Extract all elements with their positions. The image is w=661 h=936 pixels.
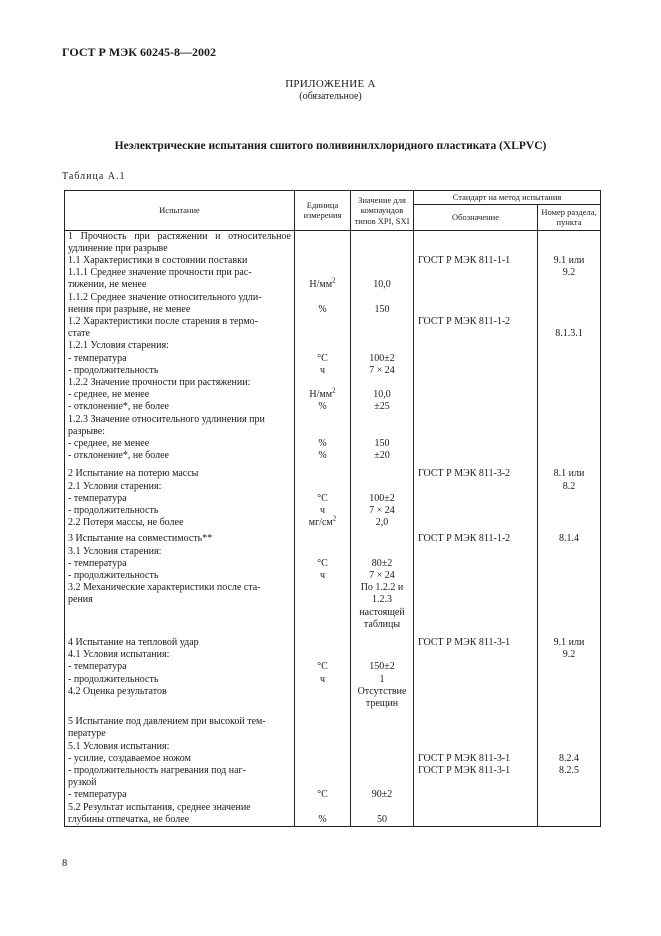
cell-value: 80±2: [351, 558, 414, 570]
cell-test: 5.1 Условия испытания:: [65, 741, 295, 753]
cell-test: разрыве:: [65, 426, 295, 438]
cell-value: таблицы: [351, 619, 414, 631]
cell-section: [538, 570, 601, 582]
cell-designation: [414, 741, 538, 753]
cell-unit: [295, 386, 351, 401]
annex-subtitle: (обязательное): [299, 91, 362, 102]
cell-value: [351, 741, 414, 753]
cell-test: - продолжительность нагревания под наг-: [65, 765, 295, 777]
cell-unit: [295, 468, 351, 480]
cell-test: рузкой: [65, 777, 295, 789]
cell-test: 3.2 Механические характеристики после ста-: [65, 582, 295, 594]
cell-value: 90±2: [351, 789, 414, 801]
table-row: [65, 328, 601, 340]
cell-unit: °С: [295, 661, 351, 673]
cell-test: 1.1 Характеристики в состоянии поставки: [65, 255, 295, 267]
cell-section: [538, 316, 601, 328]
cell-test: 1.1.2 Среднее значение относительного удли-: [65, 292, 295, 304]
cell-designation: [414, 267, 538, 279]
table-row: [65, 607, 601, 619]
cell-value: 2,0: [351, 517, 414, 529]
cell-value: [351, 468, 414, 480]
cell-unit: °С: [295, 353, 351, 365]
cell-value: [351, 340, 414, 352]
cell-unit: [295, 426, 351, 438]
cell-designation: [414, 728, 538, 740]
cell-designation: [414, 698, 538, 710]
cell-value: Отсутствие: [351, 686, 414, 698]
cell-section: [538, 426, 601, 438]
cell-designation: [414, 674, 538, 686]
table-row: [65, 686, 601, 698]
cell-unit: [295, 546, 351, 558]
cell-test: - температура: [65, 661, 295, 673]
table-row: [65, 741, 601, 753]
cell-designation: [414, 517, 538, 529]
cell-unit: [295, 255, 351, 267]
cell-section: [538, 546, 601, 558]
cell-section: 9.2: [538, 649, 601, 661]
cell-test: - продолжительность: [65, 365, 295, 377]
cell-designation: [414, 438, 538, 450]
unit-superscript: 2: [332, 386, 336, 395]
cell-unit: [295, 276, 351, 291]
cell-designation: [414, 582, 538, 594]
cell-value: ±25: [351, 401, 414, 413]
page-number: 8: [62, 858, 68, 869]
cell-value: 1: [351, 674, 414, 686]
cell-unit: [295, 316, 351, 328]
cell-designation: [414, 661, 538, 673]
table-row: [65, 546, 601, 558]
cell-value: [351, 753, 414, 765]
table-row: [65, 517, 601, 529]
table-row: [65, 619, 601, 631]
cell-designation: [414, 401, 538, 413]
cell-unit: [295, 607, 351, 619]
cell-unit: °С: [295, 558, 351, 570]
cell-section: [538, 777, 601, 789]
cell-value: 7 × 24: [351, 570, 414, 582]
cell-test: [65, 698, 295, 710]
cell-section: [538, 414, 601, 426]
cell-value: [351, 546, 414, 558]
cell-section: [538, 438, 601, 450]
cell-designation: [414, 789, 538, 801]
cell-value: [351, 777, 414, 789]
cell-section: 9.2: [538, 267, 601, 279]
cell-unit: [295, 777, 351, 789]
table-row: [65, 661, 601, 673]
cell-section: [538, 517, 601, 529]
cell-unit: %: [295, 401, 351, 413]
cell-value: 10,0: [351, 279, 414, 291]
unit-base: мг/см: [308, 517, 333, 529]
cell-test: - среднее, не менее: [65, 438, 295, 450]
header-section: Номер раздела, пункта: [538, 204, 601, 230]
cell-designation: [414, 292, 538, 304]
cell-value: [351, 649, 414, 661]
cell-unit: [295, 582, 351, 594]
table-row: [65, 533, 601, 545]
cell-designation: [414, 546, 538, 558]
header-designation: Обозначение: [414, 204, 538, 230]
cell-section: 8.1.3.1: [538, 328, 601, 340]
cell-designation: ГОСТ Р МЭК 811-3-1: [414, 637, 538, 649]
cell-value: [351, 637, 414, 649]
cell-value: 7 × 24: [351, 365, 414, 377]
cell-section: [538, 686, 601, 698]
cell-unit: [295, 481, 351, 493]
table-row: [65, 674, 601, 686]
cell-section: [538, 493, 601, 505]
cell-test: - среднее, не менее: [65, 389, 295, 401]
cell-section: [538, 401, 601, 413]
cell-unit: [295, 377, 351, 389]
table-row: [65, 450, 601, 462]
cell-unit: ч: [295, 365, 351, 377]
cell-designation: [414, 304, 538, 316]
unit-superscript: 2: [332, 276, 336, 285]
table-row: [65, 438, 601, 450]
cell-test: - продолжительность: [65, 570, 295, 582]
cell-test: 2.1 Условия старения:: [65, 481, 295, 493]
cell-value: [351, 716, 414, 728]
cell-test: 2 Испытание на потерю массы: [65, 468, 295, 480]
table-row: [65, 230, 601, 255]
cell-test: - отклонение*, не более: [65, 450, 295, 462]
cell-section: [538, 340, 601, 352]
cell-designation: [414, 481, 538, 493]
cell-designation: [414, 594, 538, 606]
table-row: [65, 594, 601, 606]
cell-test: нения при разрыве, не менее: [65, 304, 295, 316]
cell-designation: ГОСТ Р МЭК 811-1-2: [414, 316, 538, 328]
table-row: [65, 716, 601, 728]
cell-test: 1.2.3 Значение относительного удлинения при: [65, 414, 295, 426]
cell-test: 5 Испытание под давлением при высокой тем-: [65, 716, 295, 728]
cell-section: [538, 377, 601, 389]
cell-designation: [414, 450, 538, 462]
cell-designation: ГОСТ Р МЭК 811-3-1: [414, 753, 538, 765]
cell-test: - усилие, создаваемое ножом: [65, 753, 295, 765]
cell-section: [538, 365, 601, 377]
cell-unit: [295, 267, 351, 279]
cell-designation: [414, 340, 538, 352]
cell-unit: °С: [295, 493, 351, 505]
cell-section: [538, 558, 601, 570]
table-row: [65, 698, 601, 710]
cell-section: [538, 594, 601, 606]
cell-unit: °С: [295, 789, 351, 801]
cell-unit: [295, 753, 351, 765]
cell-unit: %: [295, 304, 351, 316]
table-row: [65, 316, 601, 328]
cell-section: 8.2: [538, 481, 601, 493]
cell-test: - температура: [65, 493, 295, 505]
cell-value: 100±2: [351, 353, 414, 365]
cell-test: [65, 619, 295, 631]
cell-value: [351, 426, 414, 438]
cell-value: 10,0: [351, 389, 414, 401]
cell-designation: [414, 558, 538, 570]
cell-section: 8.2.5: [538, 765, 601, 777]
table-row: [65, 353, 601, 365]
cell-value: 150: [351, 304, 414, 316]
cell-value: [351, 728, 414, 740]
cell-designation: [414, 414, 538, 426]
table-row: [65, 279, 601, 291]
cell-test: 4.2 Оценка результатов: [65, 686, 295, 698]
table-row: [65, 468, 601, 480]
table-row: [65, 481, 601, 493]
cell-unit: [295, 698, 351, 710]
cell-designation: [414, 716, 538, 728]
cell-test: - температура: [65, 789, 295, 801]
table-row: [65, 777, 601, 789]
table-row: [65, 493, 601, 505]
cell-unit: [295, 765, 351, 777]
cell-section: [538, 789, 601, 801]
cell-value: [351, 328, 414, 340]
cell-value: 100±2: [351, 493, 414, 505]
table-row: [65, 292, 601, 304]
cell-value: [351, 765, 414, 777]
table-row: [65, 637, 601, 649]
cell-test: - продолжительность: [65, 674, 295, 686]
table-row: [65, 789, 601, 801]
cell-test: - температура: [65, 353, 295, 365]
cell-value: [351, 267, 414, 279]
cell-section: [538, 450, 601, 462]
cell-value: ±20: [351, 450, 414, 462]
cell-value: [351, 316, 414, 328]
cell-section: [538, 661, 601, 673]
cell-section: 8.1.4: [538, 533, 601, 545]
table-body: [65, 230, 601, 827]
cell-designation: [414, 279, 538, 291]
cell-section: [538, 607, 601, 619]
cell-test: 4.1 Условия испытания:: [65, 649, 295, 661]
cell-test: 1 Прочность при растяжении и относительное удлинение при разрыве: [65, 230, 295, 255]
cell-value: трещин: [351, 698, 414, 710]
cell-value: [351, 802, 414, 814]
cell-value: [351, 533, 414, 545]
cell-designation: ГОСТ Р МЭК 811-1-1: [414, 255, 538, 267]
cell-designation: [414, 230, 538, 255]
table-row: [65, 728, 601, 740]
cell-section: [538, 389, 601, 401]
cell-unit: [295, 728, 351, 740]
cell-test: 5.2 Результат испытания, среднее значение: [65, 802, 295, 814]
cell-designation: [414, 570, 538, 582]
cell-unit: [295, 686, 351, 698]
cell-unit: [295, 292, 351, 304]
cell-section: 9.1 или: [538, 255, 601, 267]
unit-base: Н/мм: [309, 389, 333, 401]
cell-test: 1.2 Характеристики после старения в термо-: [65, 316, 295, 328]
unit-superscript: 2: [332, 514, 337, 523]
table-row: [65, 765, 601, 777]
cell-test: 3.1 Условия старения:: [65, 546, 295, 558]
cell-test: глубины отпечатка, не более: [65, 814, 295, 827]
table-row: [65, 426, 601, 438]
section-title: Неэлектрические испытания сшитого поливинилхлоридного пластиката (XLPVC): [114, 140, 547, 152]
cell-designation: ГОСТ Р МЭК 811-3-1: [414, 765, 538, 777]
cell-designation: [414, 686, 538, 698]
cell-test: пературе: [65, 728, 295, 740]
cell-designation: [414, 328, 538, 340]
table-row: [65, 582, 601, 594]
header-test: Испытание: [65, 191, 295, 231]
cell-section: [538, 674, 601, 686]
cell-value: 7 × 24: [351, 505, 414, 517]
cell-unit: [295, 533, 351, 545]
cell-section: 8.1 или: [538, 468, 601, 480]
cell-section: [538, 279, 601, 291]
table-row: [65, 649, 601, 661]
cell-section: [538, 802, 601, 814]
table-row: [65, 802, 601, 814]
cell-unit: ч: [295, 505, 351, 517]
cell-designation: ГОСТ Р МЭК 811-1-2: [414, 533, 538, 545]
cell-section: [538, 230, 601, 255]
cell-section: [538, 716, 601, 728]
cell-designation: ГОСТ Р МЭК 811-3-2: [414, 468, 538, 480]
cell-designation: [414, 802, 538, 814]
table-row: [65, 558, 601, 570]
cell-value: [351, 292, 414, 304]
cell-unit: [295, 649, 351, 661]
cell-section: [538, 353, 601, 365]
cell-unit: [295, 594, 351, 606]
table-row: [65, 255, 601, 267]
cell-section: [538, 728, 601, 740]
table-row: [65, 414, 601, 426]
table-row: [65, 389, 601, 401]
cell-test: [65, 607, 295, 619]
cell-test: - отклонение*, не более: [65, 401, 295, 413]
table-row: [65, 401, 601, 413]
cell-designation: [414, 619, 538, 631]
table-row: [65, 304, 601, 316]
table-caption: Таблица А.1: [62, 171, 126, 182]
cell-test: тяжении, не менее: [65, 279, 295, 291]
cell-unit: [295, 340, 351, 352]
cell-section: [538, 582, 601, 594]
cell-designation: [414, 814, 538, 827]
cell-designation: [414, 777, 538, 789]
cell-unit: [295, 802, 351, 814]
cell-section: [538, 619, 601, 631]
cell-value: 1.2.3: [351, 594, 414, 606]
cell-designation: [414, 365, 538, 377]
table-row: [65, 340, 601, 352]
cell-value: 150: [351, 438, 414, 450]
cell-unit: [295, 619, 351, 631]
table-row: [65, 753, 601, 765]
requirements-table: [64, 190, 601, 827]
cell-section: 8.2.4: [538, 753, 601, 765]
annex-title: ПРИЛОЖЕНИЕ А: [285, 78, 376, 90]
cell-designation: [414, 607, 538, 619]
cell-section: [538, 304, 601, 316]
cell-unit: ч: [295, 674, 351, 686]
cell-test: стате: [65, 328, 295, 340]
cell-value: 50: [351, 814, 414, 827]
cell-unit: [295, 414, 351, 426]
table-row: [65, 365, 601, 377]
cell-unit: %: [295, 450, 351, 462]
cell-unit: [295, 328, 351, 340]
cell-value: [351, 255, 414, 267]
table-row: [65, 814, 601, 827]
cell-value: По 1.2.2 и: [351, 582, 414, 594]
cell-unit: [295, 230, 351, 255]
cell-test: 2.2 Потеря массы, не более: [65, 517, 295, 529]
cell-section: 9.1 или: [538, 637, 601, 649]
cell-test: - продолжительность: [65, 505, 295, 517]
header-unit: Единица измерения: [295, 191, 351, 231]
cell-unit: [295, 716, 351, 728]
cell-designation: [414, 377, 538, 389]
cell-unit: %: [295, 814, 351, 827]
cell-designation: [414, 353, 538, 365]
cell-value: [351, 414, 414, 426]
table-row: [65, 570, 601, 582]
cell-value: настоящей: [351, 607, 414, 619]
unit-base: Н/мм: [309, 279, 333, 291]
cell-test: 1.2.2 Значение прочности при растяжении:: [65, 377, 295, 389]
cell-value: [351, 230, 414, 255]
cell-test: - температура: [65, 558, 295, 570]
cell-unit: [295, 741, 351, 753]
cell-unit: [295, 637, 351, 649]
cell-test: рения: [65, 594, 295, 606]
cell-value: 150±2: [351, 661, 414, 673]
cell-designation: [414, 389, 538, 401]
cell-value: [351, 377, 414, 389]
cell-section: [538, 814, 601, 827]
cell-unit: %: [295, 438, 351, 450]
header-standard-group: Стандарт на метод испытания: [414, 191, 601, 205]
cell-test: 1.2.1 Условия старения:: [65, 340, 295, 352]
cell-unit: ч: [295, 570, 351, 582]
cell-value: [351, 481, 414, 493]
cell-designation: [414, 493, 538, 505]
cell-section: [538, 505, 601, 517]
cell-section: [538, 741, 601, 753]
cell-designation: [414, 505, 538, 517]
cell-test: 1.1.1 Среднее значение прочности при рас-: [65, 267, 295, 279]
cell-section: [538, 292, 601, 304]
document-code: ГОСТ Р МЭК 60245-8—2002: [62, 45, 216, 59]
cell-designation: [414, 649, 538, 661]
cell-section: [538, 698, 601, 710]
cell-unit: [295, 514, 351, 529]
cell-test: 3 Испытание на совместимость**: [65, 533, 295, 545]
cell-test: 4 Испытание на тепловой удар: [65, 637, 295, 649]
cell-designation: [414, 426, 538, 438]
header-value: Значение для компаундов типов XPI, SXI: [351, 191, 414, 231]
